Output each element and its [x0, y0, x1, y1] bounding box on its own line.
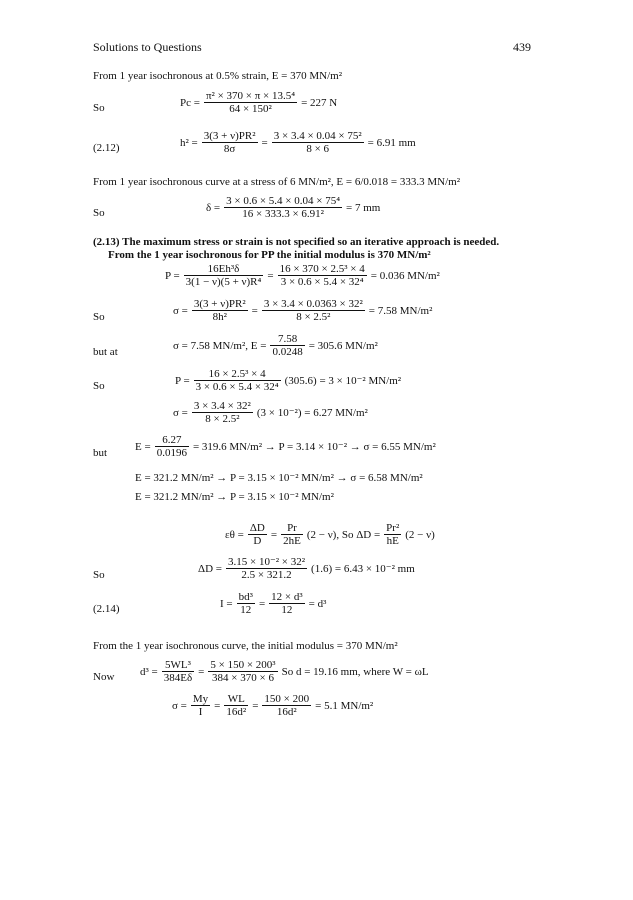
denominator: 16 × 333.3 × 6.91² — [224, 207, 342, 220]
fraction — [204, 90, 297, 115]
denominator: 64 × 150² — [204, 102, 297, 115]
numerator: 3 × 3.4 × 0.0363 × 32² — [263, 298, 363, 310]
eq-result: = d³ — [308, 597, 327, 610]
eq-equals: = — [251, 304, 258, 317]
text-line: From 1 year isochronous curve at a stress of 6 MN/m², E = 6/0.018 = 333.3 MN/m² — [93, 176, 460, 188]
numerator: ΔD — [249, 522, 265, 534]
question-label: (2.12) — [93, 142, 120, 154]
butat-label: but at — [93, 346, 118, 358]
numerator: WL — [227, 693, 245, 705]
denominator: 384Eδ — [163, 672, 193, 684]
fraction — [192, 400, 253, 425]
denominator: 8 × 6 — [272, 142, 364, 155]
equation-p — [165, 263, 440, 288]
eq-middle: (2 − ν), So ΔD = — [306, 528, 381, 541]
eq-result: = 7 mm — [346, 201, 381, 214]
eq-equals: = — [270, 528, 278, 541]
eq-lhs: σ = 7.58 MN/m², E = — [173, 339, 267, 352]
equation-but-at — [173, 333, 378, 358]
now-label: Now — [93, 671, 115, 683]
equation-pc — [180, 90, 337, 115]
equation-epsilon — [225, 522, 435, 547]
eq-lhs: P = — [165, 269, 180, 282]
denominator: 384 × 370 × 6 — [208, 671, 277, 684]
denominator: 8h² — [192, 310, 248, 323]
text-line: From the 1 year isochronous for PP the initial modulus is 370 MN/m² — [108, 249, 431, 261]
eq-result: = 7.58 MN/m² — [368, 304, 433, 317]
numerator: π² × 370 × π × 13.5⁴ — [205, 90, 296, 102]
numerator: 16 × 2.5³ × 4 — [208, 368, 266, 380]
fraction — [155, 434, 189, 459]
text-line: E = 321.2 MN/m² → P = 3.15 × 10⁻² MN/m² — [135, 491, 334, 503]
fraction — [191, 693, 210, 718]
so-label: So — [93, 569, 105, 581]
text-line: (2.13) The maximum stress or strain is not specified so an iterative approach is needed. — [93, 236, 500, 248]
numerator: 5WL³ — [165, 659, 191, 671]
text-line: E = 321.2 MN/m² → P = 3.15 × 10⁻² MN/m² → σ = 6.58 MN/m² — [135, 472, 423, 484]
eq-equals: = — [267, 269, 274, 282]
eq-result: (305.6) = 3 × 10⁻² MN/m² — [284, 375, 402, 387]
eq-equals: = — [258, 597, 266, 610]
eq-lhs: I = — [220, 597, 233, 610]
numerator: 150 × 200 — [264, 693, 310, 705]
fraction — [208, 659, 277, 684]
eq-lhs: P = — [175, 374, 190, 387]
equation-delta-d — [198, 556, 415, 581]
denominator: 2.5 × 321.2 — [226, 568, 307, 581]
eq-result: = 319.6 MN/m² → P = 3.14 × 10⁻² → σ = 6.55 MN/m² — [192, 441, 436, 453]
page-number: 439 — [513, 40, 531, 54]
denominator: D — [248, 534, 267, 547]
numerator: bd³ — [238, 591, 253, 603]
numerator: 5 × 150 × 200³ — [210, 659, 276, 671]
text-line: From the 1 year isochronous curve, the initial modulus = 370 MN/m² — [93, 640, 398, 652]
eq-result: = 0.036 MN/m² — [370, 269, 440, 282]
eq-result: (3 × 10⁻²) = 6.27 MN/m² — [256, 407, 368, 419]
equation-sigma-final — [172, 693, 373, 718]
fraction — [270, 333, 304, 358]
fraction — [162, 659, 194, 684]
eq-equals: = — [261, 136, 268, 149]
numerator: 7.58 — [277, 333, 298, 345]
fraction — [184, 263, 264, 288]
eq-result: = 6.91 mm — [367, 136, 416, 149]
numerator: 3(3 + ν)PR² — [203, 130, 256, 142]
eq-lhs: ΔD = — [198, 562, 222, 575]
denominator: I — [191, 705, 210, 718]
eq-lhs: εθ = — [225, 528, 244, 541]
fraction — [224, 195, 342, 220]
numerator: 16Eh³δ — [207, 263, 240, 275]
equation-h2 — [180, 130, 416, 155]
fraction — [202, 130, 258, 155]
so-label: So — [93, 102, 105, 114]
text-line: From 1 year isochronous at 0.5% strain, E = 370 MN/m² — [93, 70, 343, 82]
eq-result: (1.6) = 6.43 × 10⁻² mm — [311, 563, 415, 575]
eq-lhs: d³ = — [140, 665, 158, 678]
denominator: 8 × 2.5² — [192, 412, 253, 425]
denominator: 0.0196 — [156, 447, 187, 459]
denominator: 8σ — [202, 142, 258, 155]
denominator: hE — [384, 534, 401, 547]
denominator: 3(1 − ν)(5 + ν)R⁴ — [185, 276, 262, 288]
numerator: 3 × 0.6 × 5.4 × 0.04 × 75⁴ — [226, 195, 341, 207]
numerator: 3 × 3.4 × 0.04 × 75² — [273, 130, 362, 142]
eq-lhs: σ = — [173, 304, 188, 317]
eq-result: = 305.6 MN/m² — [308, 339, 378, 352]
so-label: So — [93, 380, 105, 392]
numerator: 12 × d³ — [271, 591, 303, 603]
numerator: 3(3 + ν)PR² — [193, 298, 246, 310]
eq-equals: = — [198, 665, 205, 678]
eq-lhs: Pc = — [180, 96, 200, 109]
denominator: 3 × 0.6 × 5.4 × 32⁴ — [195, 381, 279, 393]
but-label: but — [93, 447, 108, 459]
equation-d3 — [140, 659, 429, 684]
numerator: 3 × 3.4 × 32² — [193, 400, 251, 412]
so-label: So — [93, 311, 105, 323]
fraction — [262, 693, 311, 718]
fraction — [248, 522, 267, 547]
fraction — [278, 263, 367, 288]
numerator: Pr² — [386, 522, 400, 534]
denominator: 3 × 0.6 × 5.4 × 32⁴ — [278, 275, 367, 288]
so-label: So — [93, 207, 105, 219]
eq-result: = 5.1 MN/m² — [315, 699, 374, 712]
eq-lhs: σ = — [172, 699, 187, 712]
fraction — [272, 130, 364, 155]
denominator: 8 × 2.5² — [262, 310, 365, 323]
fraction — [384, 522, 401, 547]
equation-e1 — [135, 434, 436, 459]
denominator: 0.0248 — [272, 346, 303, 358]
eq-equals: = — [252, 699, 259, 712]
fraction — [269, 591, 305, 616]
fraction — [192, 298, 248, 323]
fraction — [237, 591, 255, 616]
equation-sigma — [173, 298, 432, 323]
numerator: 3.15 × 10⁻² × 32² — [227, 556, 306, 568]
eq-lhs: δ = — [206, 201, 221, 214]
running-header-title: Solutions to Questions — [93, 40, 202, 54]
eq-lhs: σ = — [173, 406, 188, 419]
numerator: Pr — [287, 522, 297, 534]
numerator: 16 × 370 × 2.5³ × 4 — [279, 263, 365, 275]
numerator: My — [192, 693, 209, 705]
fraction — [224, 693, 248, 718]
eq-result: (2 − ν) — [405, 528, 435, 541]
equation-sigma2 — [173, 400, 368, 425]
fraction — [226, 556, 307, 581]
denominator: 2hE — [283, 535, 301, 547]
fraction — [281, 522, 303, 547]
fraction — [194, 368, 281, 393]
eq-lhs: E = — [135, 440, 151, 453]
numerator: 6.27 — [162, 434, 182, 446]
denominator: 12 — [269, 603, 305, 616]
denominator: 12 — [237, 603, 255, 616]
denominator: 16d² — [226, 706, 247, 718]
question-label: (2.14) — [93, 603, 120, 615]
eq-equals: = — [214, 699, 221, 712]
denominator: 16d² — [262, 705, 311, 718]
equation-p2 — [175, 368, 401, 393]
eq-result: = 227 N — [301, 96, 338, 109]
equation-i — [220, 591, 326, 616]
equation-delta — [206, 195, 380, 220]
eq-lhs: h² = — [180, 136, 198, 149]
fraction — [262, 298, 365, 323]
eq-result: So d = 19.16 mm, where W = ωL — [281, 665, 429, 678]
